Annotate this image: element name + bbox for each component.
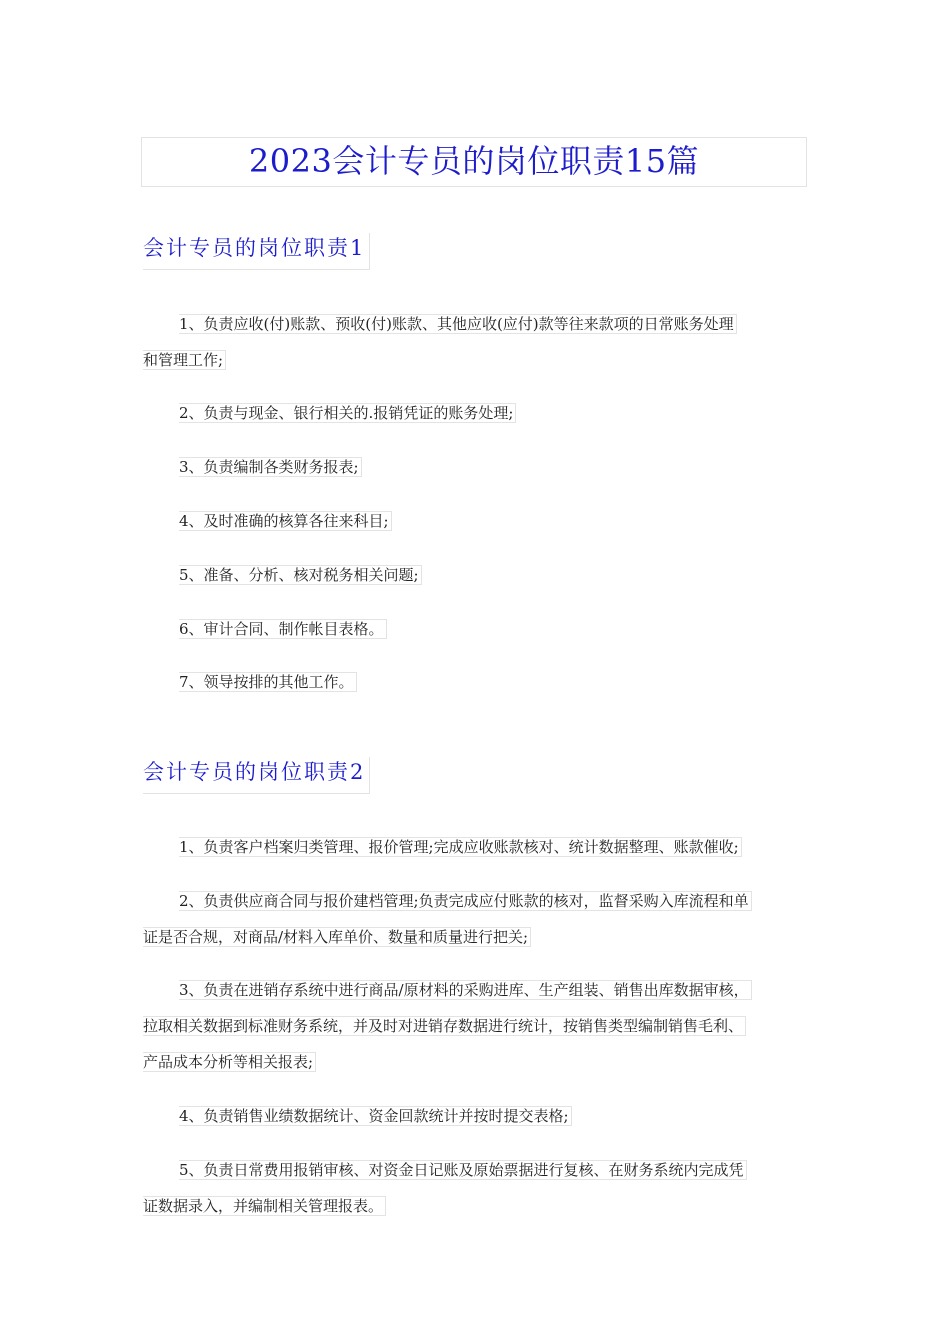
section-2-item-1 <box>143 829 807 865</box>
section-heading-1: 会计专员的岗位职责1 <box>143 233 370 270</box>
text-line: 产品成本分析等相关报表; <box>143 1052 316 1072</box>
document-title-box <box>141 137 807 187</box>
section-2-item-2 <box>143 883 807 955</box>
section-1-item-5 <box>143 557 807 593</box>
text-line: 证数据录入，并编制相关管理报表。 <box>143 1196 386 1216</box>
document-title: 2023会计专员的岗位职责15篇 <box>248 142 700 180</box>
section-1-item-4 <box>143 503 807 539</box>
text-line: 拉取相关数据到标准财务系统，并及时对进销存数据进行统计，按销售类型编制销售毛利、 <box>143 1016 746 1036</box>
text-line: 4、及时准确的核算各往来科目; <box>179 511 392 531</box>
text-line: 3、负责在进销存系统中进行商品/原材料的采购进库、生产组装、销售出库数据审核， <box>179 980 752 1000</box>
text-line: 和管理工作; <box>143 350 226 370</box>
section-1-item-7 <box>143 664 807 700</box>
text-line: 2、负责供应商合同与报价建档管理;负责完成应付账款的核对，监督采购入库流程和单 <box>179 891 752 911</box>
section-1-item-6 <box>143 611 807 647</box>
text-line: 5、负责日常费用报销审核、对资金日记账及原始票据进行复核、在财务系统内完成凭 <box>179 1160 747 1180</box>
section-2-item-4 <box>143 1098 807 1134</box>
text-line: 证是否合规，对商品/材料入库单价、数量和质量进行把关; <box>143 927 531 947</box>
section-2-item-3 <box>143 972 807 1080</box>
text-line: 1、负责应收(付)账款、预收(付)账款、其他应收(应付)款等往来款项的日常账务处理 <box>179 314 737 334</box>
section-1-item-1 <box>143 306 807 378</box>
text-line: 1、负责客户档案归类管理、报价管理;完成应收账款核对、统计数据整理、账款催收; <box>179 837 742 857</box>
text-line: 5、准备、分析、核对税务相关问题; <box>179 565 422 585</box>
section-1-item-2 <box>143 395 807 431</box>
text-line: 2、负责与现金、银行相关的.报销凭证的账务处理; <box>179 403 516 423</box>
text-line: 7、领导按排的其他工作。 <box>179 672 357 692</box>
section-2-item-5 <box>143 1152 807 1224</box>
text-line: 3、负责编制各类财务报表; <box>179 457 362 477</box>
section-1-item-3 <box>143 449 807 485</box>
text-line: 6、审计合同、制作帐目表格。 <box>179 619 387 639</box>
section-heading-2: 会计专员的岗位职责2 <box>143 757 370 794</box>
text-line: 4、负责销售业绩数据统计、资金回款统计并按时提交表格; <box>179 1106 572 1126</box>
